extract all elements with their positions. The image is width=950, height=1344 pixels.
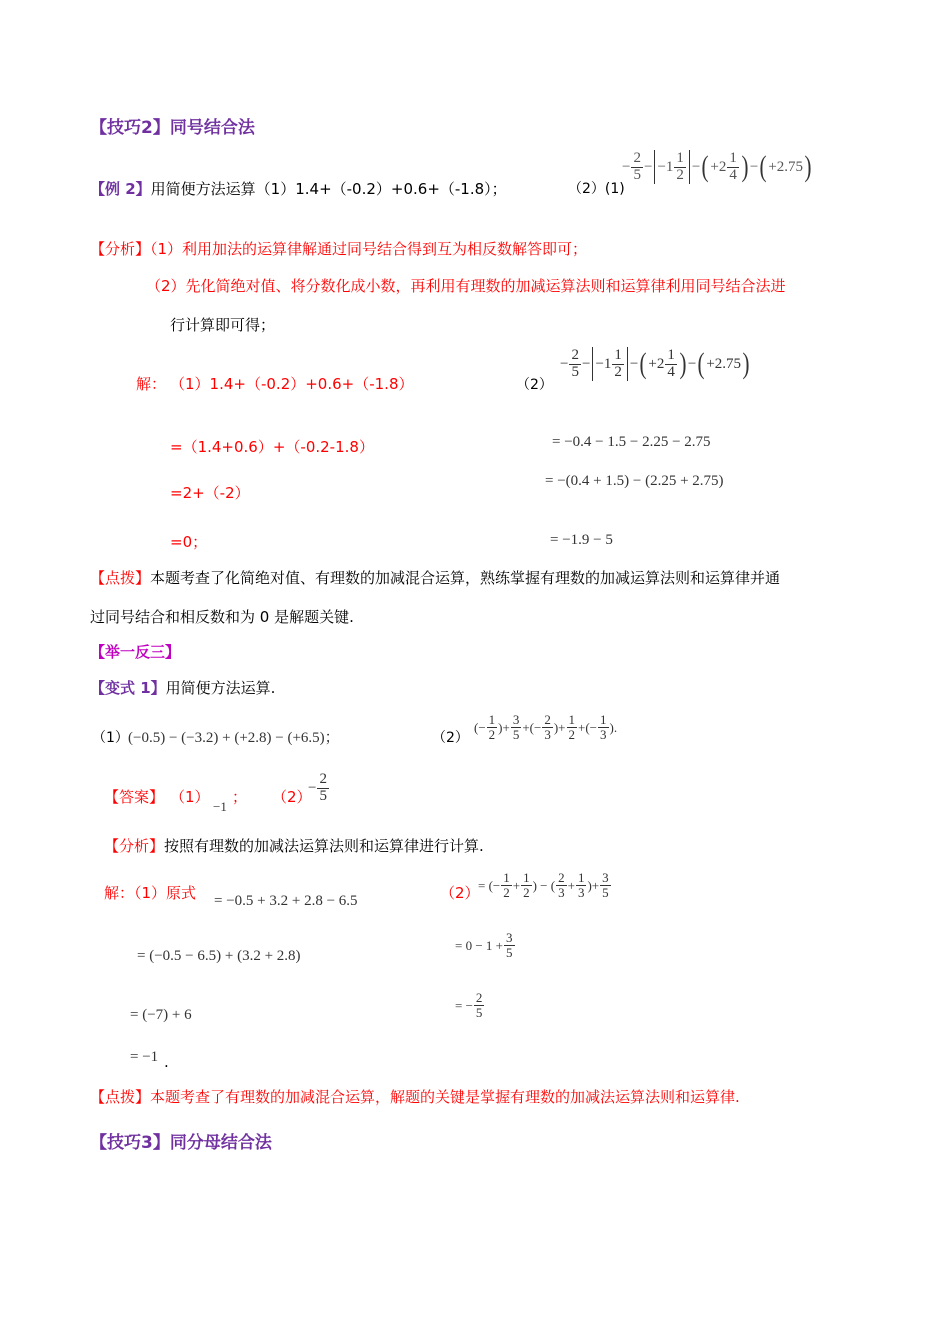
solution-step3: =0； <box>170 533 208 551</box>
analysis2-label: 【分析】 <box>104 837 165 855</box>
example2-part2-label: （2）(1) <box>568 181 625 197</box>
solution2-part2-step2: = 0 − 1 + $\frac{3}{5}$ <box>455 930 513 960</box>
solution-part1: （1）1.4+（-0.2）+0.6+（-1.8） <box>170 375 414 393</box>
variant1-q1: (−0.5) − (−3.2) + (+2.8) − (+6.5)； <box>128 730 340 746</box>
solution-part2-step3: = −1.9 − 5 <box>550 532 613 548</box>
analysis-text-3: 行计算即可得； <box>170 316 276 334</box>
analysis-line1 <box>90 242 587 257</box>
tip2-line <box>90 1090 740 1105</box>
solution2-step3: = (−7) + 6 <box>130 1007 192 1023</box>
variant1-q2: (− $\frac{1}{2}$ )+ $\frac{3}{5}$ +(− $\frac{2}{3}$ )+ $\frac{1}{2}$ +(− $\frac{1}{3}$ ). <box>474 712 618 742</box>
answer-part2-label: （2） <box>272 788 312 806</box>
example2-text: 用简便方法运算（1）1.4+（-0.2）+0.6+（-1.8）； <box>150 180 507 198</box>
tip1-text-2: 过同号结合和相反数和为 0 是解题关键. <box>90 608 354 626</box>
example2-line <box>90 182 507 197</box>
variant1-q2-label: （2） <box>432 730 469 746</box>
tip2-text: 本题考查了有理数的加减混合运算，解题的关键是掌握有理数的加减法运算法则和运算律. <box>150 1088 740 1106</box>
example2-label: 【例 2】 <box>90 180 151 198</box>
variant1-text: 用简便方法运算. <box>165 679 276 697</box>
solution2-step2: = (−0.5 − 6.5) + (3.2 + 2.8) <box>137 948 301 964</box>
practice-title: 【举一反三】 <box>90 643 181 661</box>
section-title-skill2: 【技巧2】同号结合法 <box>90 118 255 138</box>
solution2-label: 解：（1）原式 <box>104 884 197 902</box>
solution2-step1: = −0.5 + 3.2 + 2.8 − 6.5 <box>214 893 358 909</box>
solution-part2-step2: = −(0.4 + 1.5) − (2.25 + 2.75) <box>545 473 724 489</box>
variant1-line <box>90 681 275 696</box>
analysis-text-2: （2）先化简绝对值、将分数化成小数，再利用有理数的加减运算法则和运算律利用同号结合法进 <box>146 277 786 295</box>
answer-part1-label: （1） <box>170 788 210 806</box>
answer-separator: ； <box>232 788 248 806</box>
analysis2-line <box>104 839 484 854</box>
solution-part2-step1: = −0.4 − 1.5 − 2.25 − 2.75 <box>552 434 711 450</box>
solution2-part2-step3: = − $\frac{2}{5}$ <box>455 990 483 1020</box>
solution-label: 解： <box>136 375 167 393</box>
tip1-line1 <box>90 571 780 586</box>
analysis-text-1: （1）利用加法的运算律解通过同号结合得到互为相反数解答即可； <box>150 240 588 258</box>
solution-part2-expression: − $\frac{2}{5}$ − −1 $\frac{1}{2}$ − ( +2 $\frac{1}{4}$ ) − ( +2.75 ) <box>560 346 750 380</box>
answer-part1-value: −1 <box>213 799 227 814</box>
answer-part2-value: − $\frac{2}{5}$ <box>308 771 327 804</box>
tip1-label: 【点拨】 <box>90 569 151 587</box>
analysis2-text: 按照有理数的加减法运算法则和运算律进行计算. <box>164 837 484 855</box>
variant1-label: 【变式 1】 <box>90 679 166 697</box>
example2-expression: − $\frac{2}{5}$ − −1 $\frac{1}{2}$ − ( +2 $\frac{1}{4}$ ) − ( +2.75 ) <box>622 149 812 183</box>
solution-step1: =（1.4+0.6）+（-0.2-1.8） <box>170 438 374 456</box>
answer-label: 【答案】 <box>104 788 165 806</box>
solution2-step4: = −1 <box>130 1049 159 1065</box>
solution-step2: =2+（-2） <box>170 484 250 502</box>
variant1-q1-label: （1） <box>92 730 129 746</box>
tip2-label: 【点拨】 <box>90 1088 151 1106</box>
section-title-skill3: 【技巧3】同分母结合法 <box>90 1133 272 1153</box>
solution-part2-label: （2） <box>516 377 553 393</box>
tip1-text-1: 本题考查了化简绝对值、有理数的加减混合运算，熟练掌握有理数的加减运算法则和运算律并通 <box>150 569 781 587</box>
analysis-label: 【分析】 <box>90 240 151 258</box>
solution2-part2-step1: = (− $\frac{1}{2}$ + $\frac{1}{2}$ ) − ( $\frac{2}{3}$ + $\frac{1}{3}$ )+ $\frac{3}{5}$ <box>478 870 609 900</box>
solution2-part2-label: （2） <box>440 884 480 902</box>
